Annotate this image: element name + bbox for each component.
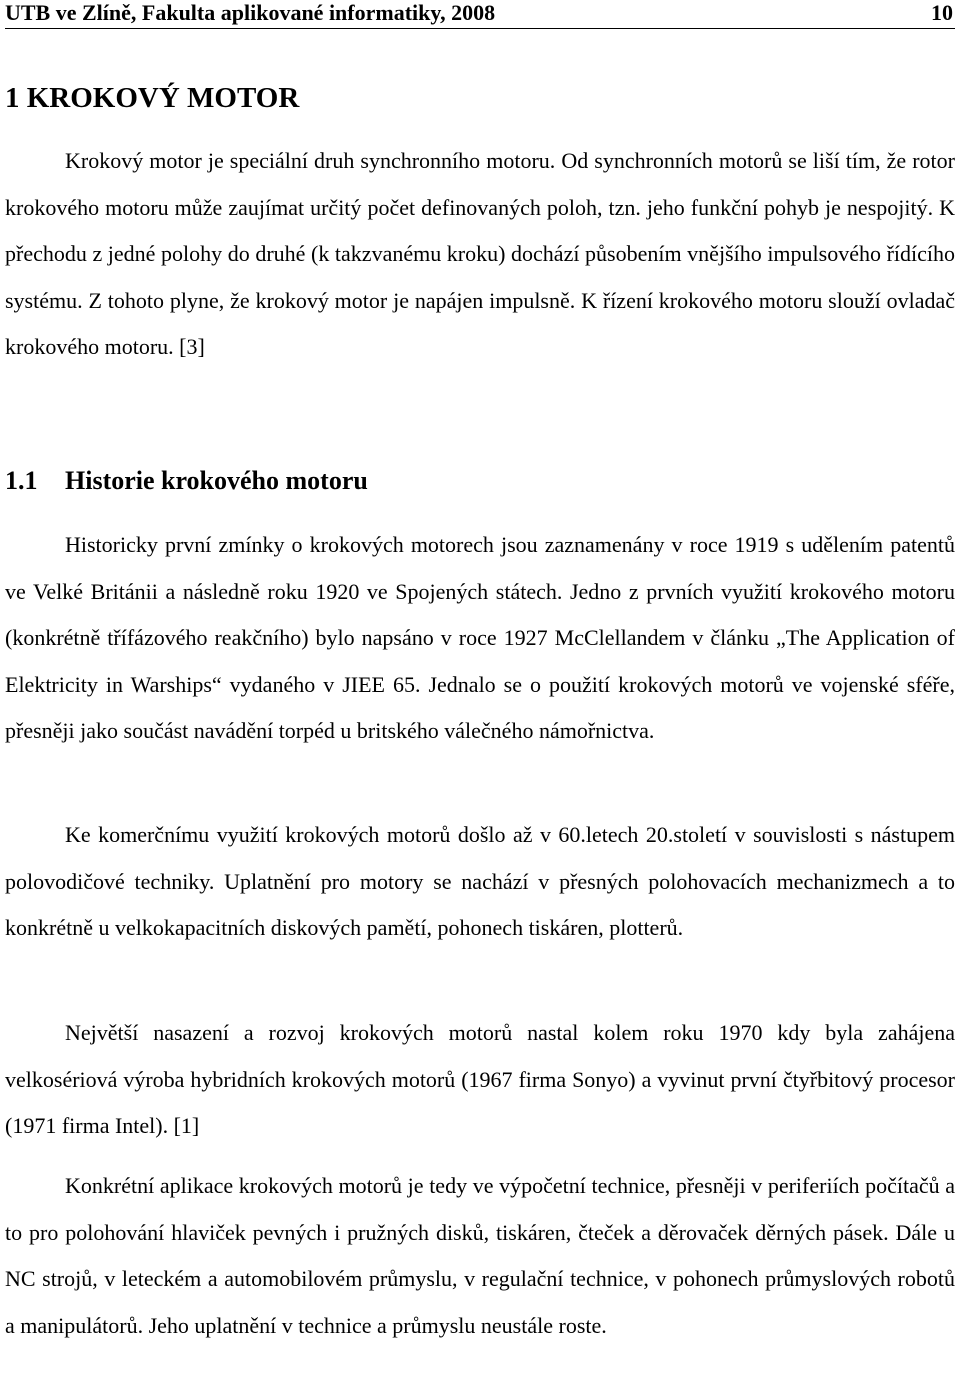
chapter-heading: 1 KROKOVÝ MOTOR [5,82,300,114]
section-paragraph: Historicky první zmínky o krokových motorech jsou zaznamenány v roce 1919 s udělením patentů ve Velké Británii a následně roku 1920 ve Spojených státech. Jedno z prvních využití krokového motoru (konkrétně třífázového reakčního) bylo napsáno v roce 1927 McClellandem v článku „The Application of Elektricity in Warships“ vydaného v JIEE 65. Jednalo se o použití krokových motorů ve vojenské sféře, přesněji jako součást navádění torpéd u britského válečného námořnictva. [5,532,955,743]
section-paragraph: Největší nasazení a rozvoj krokových motorů nastal kolem roku 1970 kdy byla zahájena velkosériová výroba hybridních krokových motorů (1967 firma Sonyo) a vyvinut první čtyřbitový procesor (1971 firma Intel). [1] [5,1020,955,1138]
page-header [5,0,955,29]
section-paragraph: Konkrétní aplikace krokových motorů je tedy ve výpočetní technice, přesněji v periferiích počítačů a to pro polohování hlaviček pevných i pružných disků, tiskáren, čteček a děrovaček děrných pásek. Dále u NC strojů, v leteckém a automobilovém průmyslu, v regulační technice, v pohonech průmyslových robotů a manipulátorů. Jeho uplatnění v technice a průmyslu neustále roste. [5,1173,955,1338]
section-heading [5,464,368,498]
chapter-paragraph: Krokový motor je speciální druh synchronního motoru. Od synchronních motorů se liší tím, že rotor krokového motoru může zaujímat určitý počet definovaných poloh, tzn. jeho funkční pohyb je nespojitý. K přechodu z jedné polohy do druhé (k takzvanému kroku) dochází působením vnějšího impulsového řídícího systému. Z tohoto plyne, že krokový motor je napájen impulsně. K řízení krokového motoru slouží ovladač krokového motoru. [3] [5,148,955,359]
page-number: 10 [931,0,953,25]
document-page [5,0,955,1338]
header-title: UTB ve Zlíně, Fakulta aplikované informatiky, 2008 [5,0,496,25]
section-number: 1.1 [5,466,38,495]
section-paragraph: Ke komerčnímu využití krokových motorů došlo až v 60.letech 20.století v souvislosti s nástupem polovodičové techniky. Uplatnění pro motory se nachází v přesných polohovacích mechanizmech a to konkrétně u velkokapacitních diskových pamětí, pohonech tiskáren, plotterů. [5,822,955,940]
section-title: Historie krokového motoru [65,466,368,495]
